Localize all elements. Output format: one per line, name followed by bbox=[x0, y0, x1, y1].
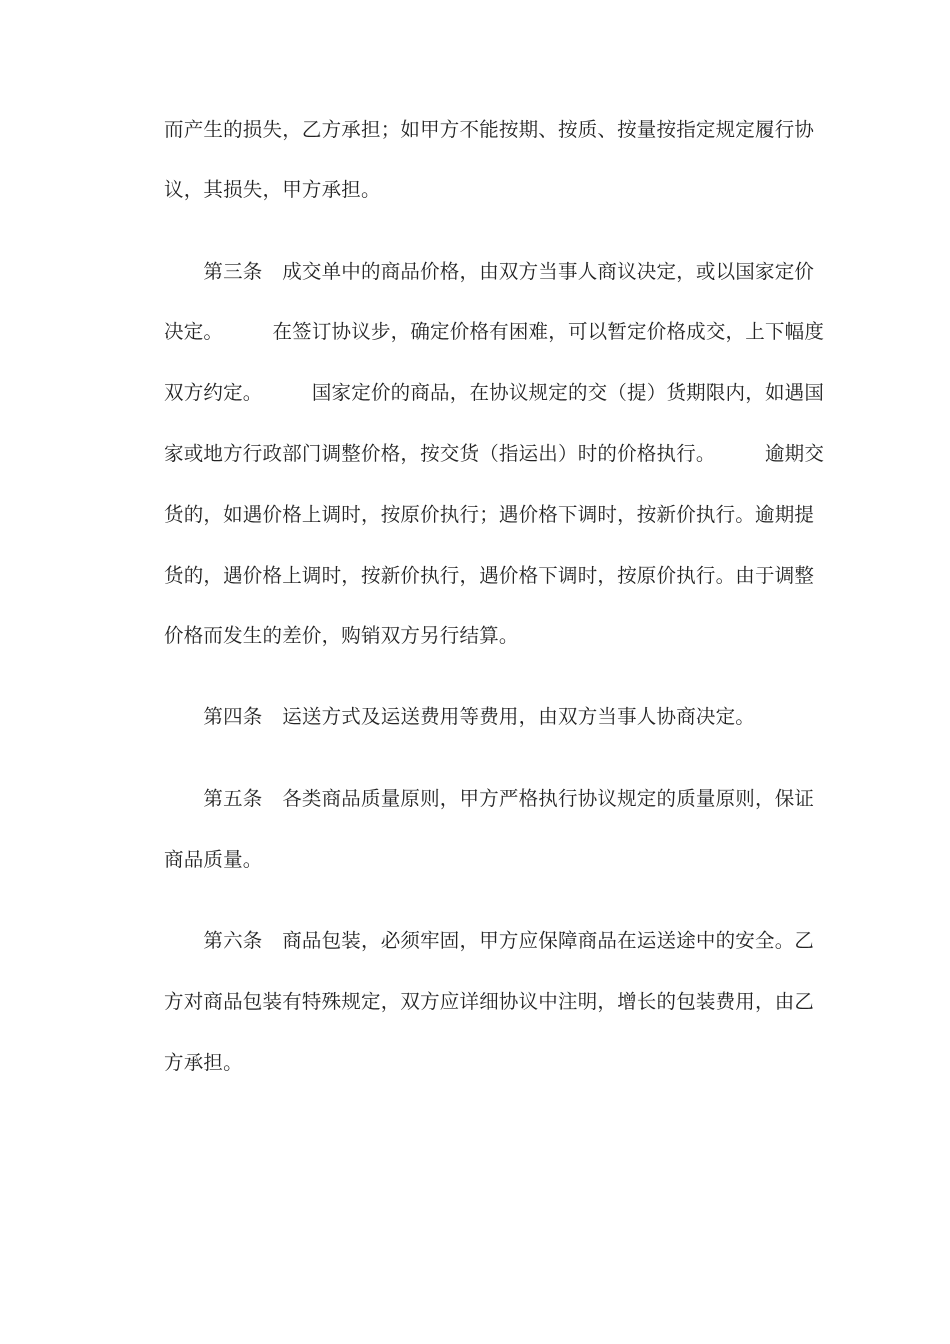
text-line: 价格而发生的差价，购销双方另行结算。 bbox=[164, 624, 519, 647]
text-line: 方承担。 bbox=[164, 1051, 243, 1074]
article-4-line: 第四条 运送方式及运送费用等费用，由双方当事人协商决定。 bbox=[164, 705, 756, 728]
text-line: 双方约定。 国家定价的商品，在协议规定的交（提）货期限内，如遇国 bbox=[164, 381, 825, 404]
article-5-line: 第五条 各类商品质量原则，甲方严格执行协议规定的质量原则，保证 bbox=[164, 787, 815, 810]
text-line: 商品质量。 bbox=[164, 848, 263, 871]
article-6-line: 第六条 商品包装，必须牢固，甲方应保障商品在运送途中的安全。乙 bbox=[164, 929, 815, 952]
text-line: 议，其损失，甲方承担。 bbox=[164, 178, 381, 201]
text-line: 货的，遇价格上调时，按新价执行，遇价格下调时，按原价执行。由于调整 bbox=[164, 564, 815, 587]
article-3-line: 第三条 成交单中的商品价格，由双方当事人商议决定，或以国家定价 bbox=[164, 260, 815, 283]
text-line: 而产生的损失，乙方承担；如甲方不能按期、按质、按量按指定规定履行协 bbox=[164, 118, 815, 141]
text-line: 货的，如遇价格上调时，按原价执行；遇价格下调时，按新价执行。逾期提 bbox=[164, 503, 815, 526]
text-line: 家或地方行政部门调整价格，按交货（指运出）时的价格执行。 逾期交 bbox=[164, 442, 825, 465]
text-line: 决定。 在签订协议步，确定价格有困难，可以暂定价格成交，上下幅度 bbox=[164, 320, 825, 343]
text-line: 方对商品包装有特殊规定，双方应详细协议中注明，增长的包装费用，由乙 bbox=[164, 990, 815, 1013]
